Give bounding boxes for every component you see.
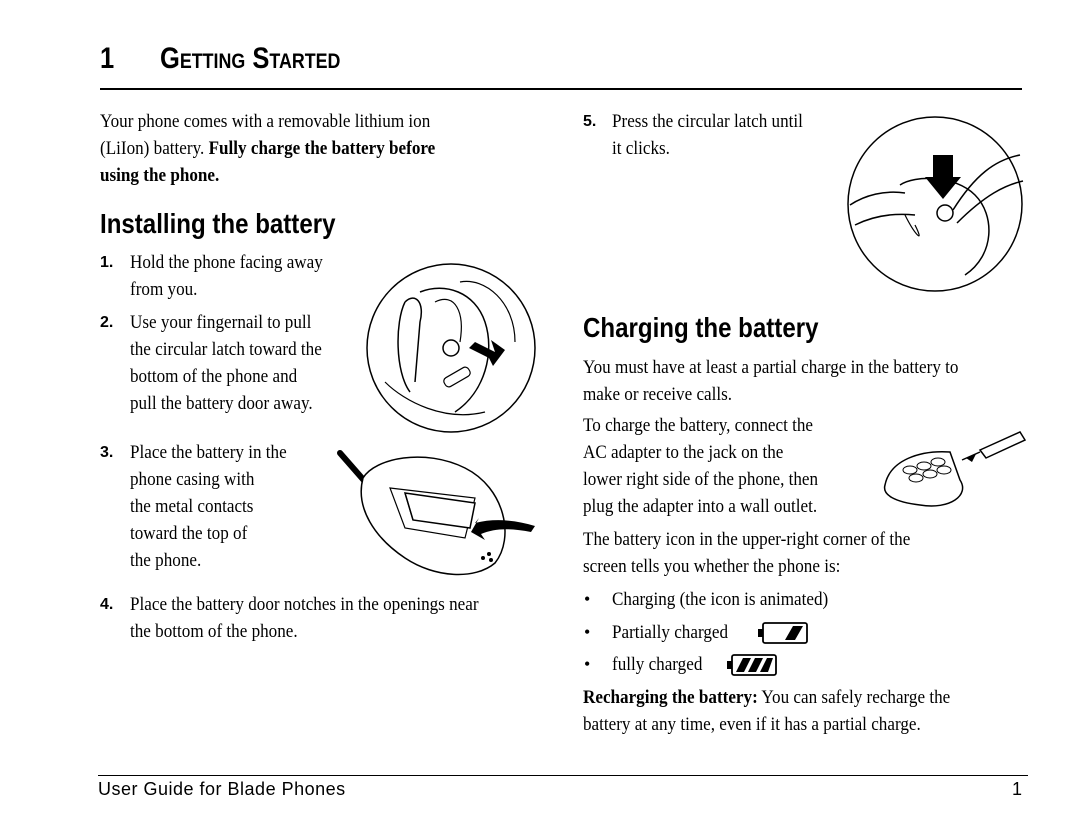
- bullet-dot: •: [584, 654, 591, 674]
- step-1-text: Hold the phone facing away from you.: [130, 252, 323, 300]
- installing-heading: Installing the battery: [100, 208, 336, 239]
- bullet-dot: •: [584, 589, 591, 609]
- page-footer: [98, 775, 1028, 799]
- charging-paragraph-3: The battery icon in the upper-right corner of the screen tells you whether the phone is:: [583, 529, 911, 577]
- step-5-number: 5.: [583, 113, 597, 130]
- step-2-number: 2.: [100, 314, 114, 331]
- ac-adapter-illustration: [880, 420, 1028, 510]
- chapter-number: 1: [100, 42, 115, 75]
- bullet-fully-charged: fully charged: [612, 654, 703, 675]
- step-4-number: 4.: [100, 596, 114, 613]
- step-5-text: Press the circular latch until it clicks.: [612, 111, 803, 159]
- step-3-number: 3.: [100, 444, 114, 461]
- battery-insert-illustration: [335, 448, 540, 580]
- chapter-header: [100, 40, 1022, 90]
- step-4-text: Place the battery door notches in the openings near the bottom of the phone.: [130, 594, 479, 642]
- recharging-paragraph: Recharging the battery: You can safely recharge the battery at any time, even if it has a partial charge.: [583, 687, 951, 735]
- charging-paragraph-1: You must have at least a partial charge in the battery to make or receive calls.: [583, 357, 959, 405]
- footer-title: User Guide for Blade Phones: [98, 779, 346, 799]
- charging-heading: Charging the battery: [583, 312, 819, 343]
- latch-press-illustration: [845, 115, 1025, 293]
- bullet-partially-charged: Partially charged: [612, 622, 729, 643]
- latch-pull-illustration: [365, 262, 537, 434]
- step-1-number: 1.: [100, 254, 114, 271]
- bullet-charging: Charging (the icon is animated): [612, 589, 829, 610]
- step-3-text: Place the battery in the phone casing with the metal contacts toward the top of the phone.: [130, 442, 287, 571]
- chapter-title: Getting Started: [160, 42, 341, 75]
- bullet-dot: •: [584, 622, 591, 642]
- page-number: 1: [1011, 779, 1022, 799]
- intro-paragraph: Your phone comes with a removable lithium ion (LiIon) battery. Fully charge the battery before using the phone.: [100, 111, 436, 186]
- step-2-text: Use your fingernail to pull the circular latch toward the bottom of the phone and pull the battery door away.: [130, 312, 322, 414]
- charging-paragraph-2: To charge the battery, connect the AC adapter to the jack on the lower right side of the phone, then plug the adapter into a wall outlet.: [583, 415, 819, 517]
- battery-partial-icon: [757, 621, 809, 645]
- battery-full-icon: [726, 653, 778, 677]
